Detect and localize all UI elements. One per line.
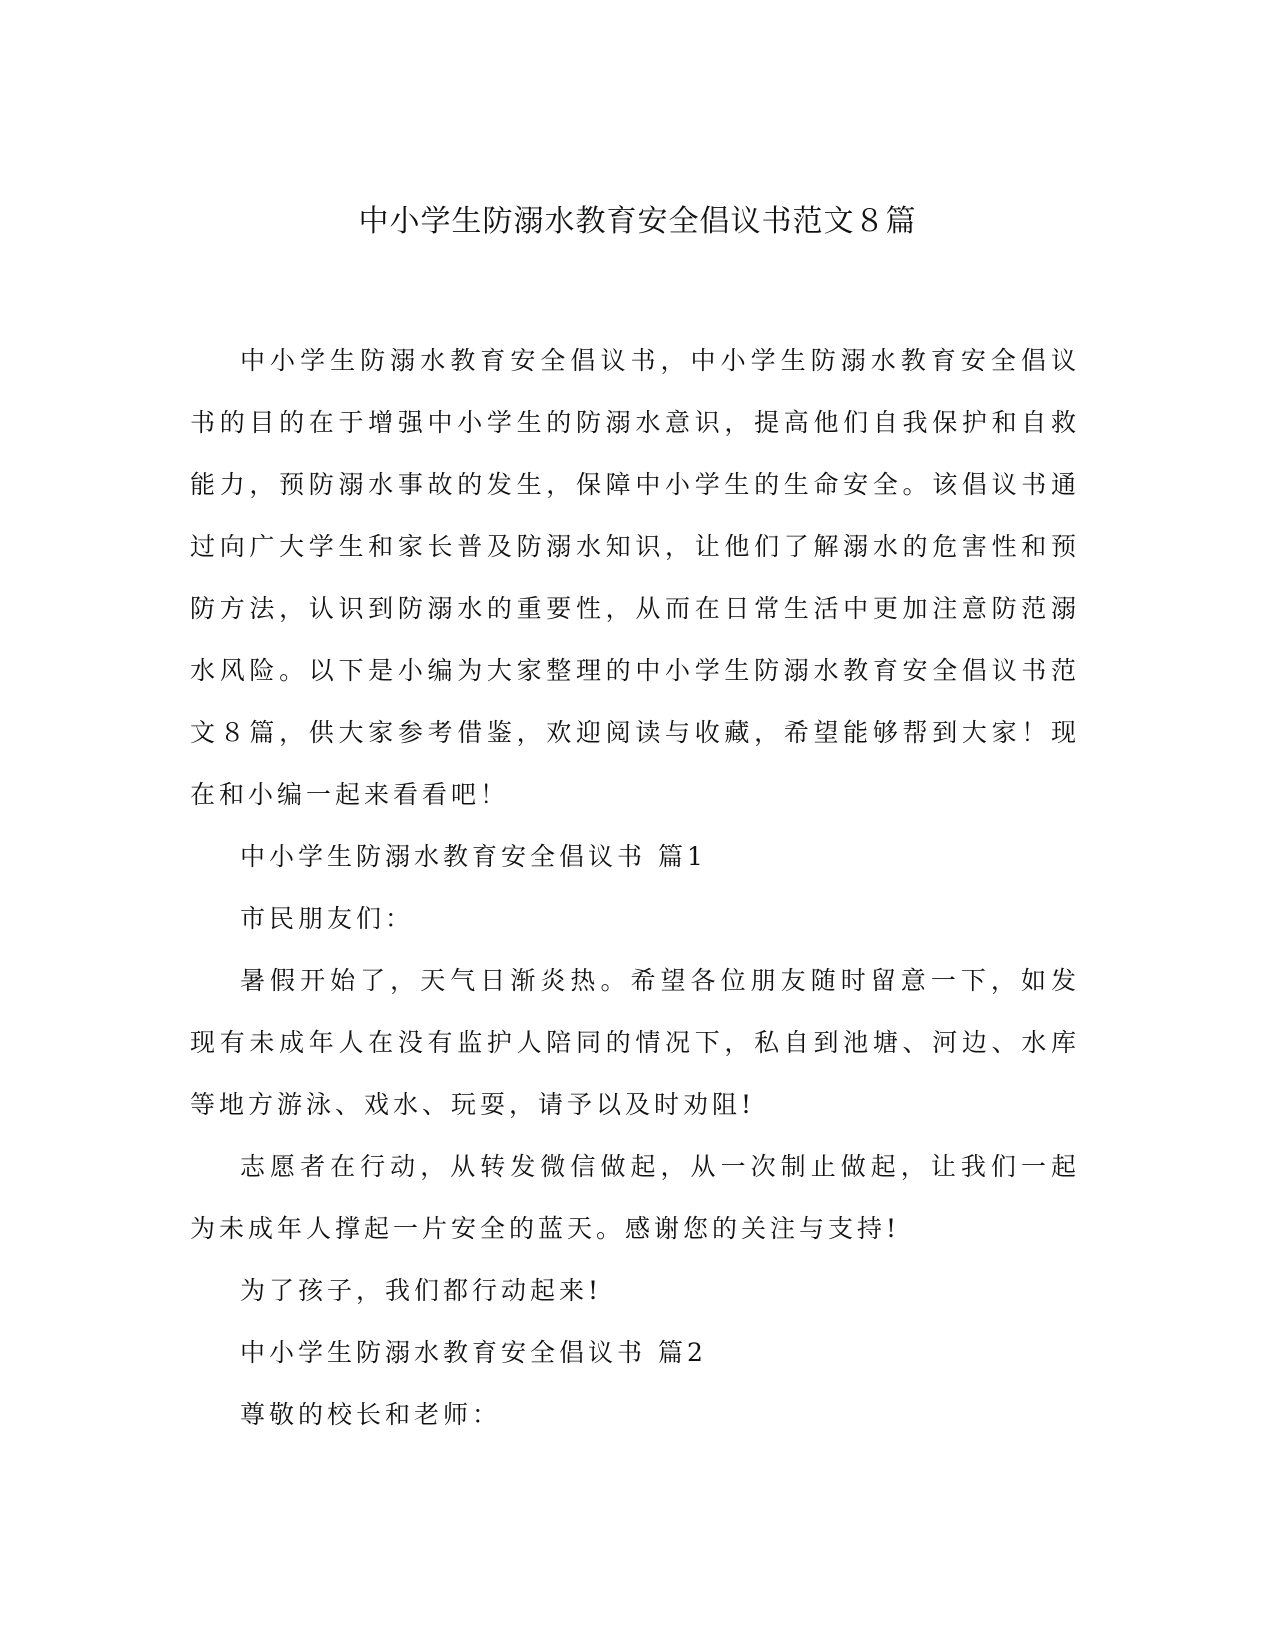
document-body [190,330,1080,1446]
intro-paragraph: 中小学生防溺水教育安全倡议书，中小学生防溺水教育安全倡议书的目的在于增强中小学生的防溺水意识，提高他们自我保护和自救能力，预防溺水事故的发生，保障中小学生的生命安全。该倡议书通过向广大学生和家长普及防溺水知识，让他们了解溺水的危害性和预防方法，认识到防溺水的重要性，从而在日常生活中更加注意防范溺水风险。以下是小编为大家整理的中小学生防溺水教育安全倡议书范文８篇，供大家参考借鉴，欢迎阅读与收藏，希望能够帮到大家！现在和小编一起来看看吧！ [190,346,1080,809]
salutation-paragraph: 市民朋友们： [240,904,415,933]
body-paragraph: 为了孩子，我们都行动起来! [240,1276,603,1305]
body-paragraph: 暑假开始了，天气日渐炎热。希望各位朋友随时留意一下，如发现有未成年人在没有监护人陪同的情况下，私自到池塘、河边、水库等地方游泳、戏水、玩耍，请予以及时劝阻! [190,966,1080,1119]
salutation-paragraph: 尊敬的校长和老师： [240,1400,502,1429]
section-heading-1: 中小学生防溺水教育安全倡议书 篇1 [240,842,707,871]
document-title: 中小学生防溺水教育安全倡议书范文８篇 [358,204,917,239]
section-heading-2: 中小学生防溺水教育安全倡议书 篇2 [240,1338,707,1367]
body-paragraph: 志愿者在行动，从转发微信做起，从一次制止做起，让我们一起为未成年人撑起一片安全的蓝天。感谢您的关注与支持! [190,1152,1080,1243]
